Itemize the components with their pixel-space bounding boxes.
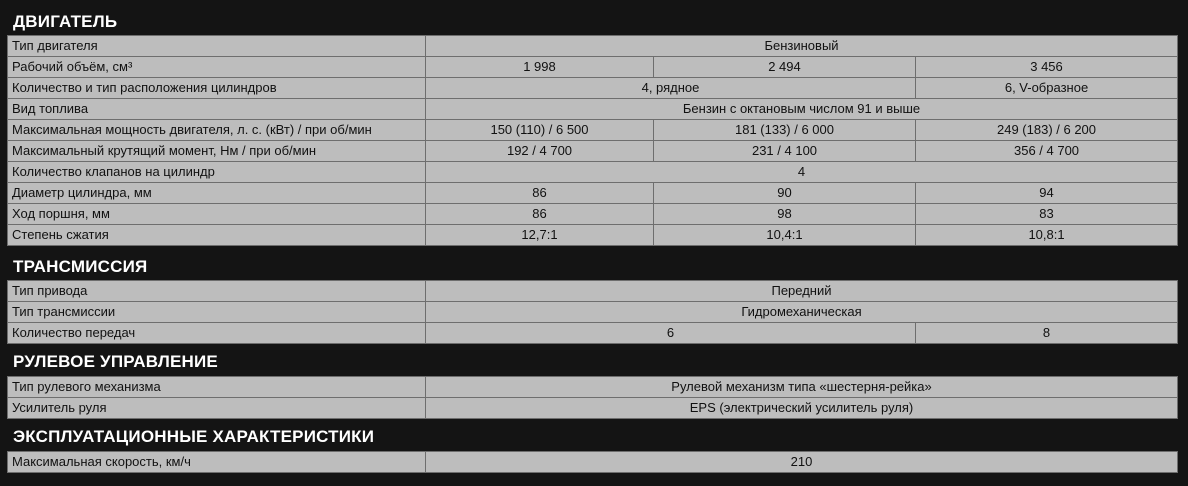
transmission-table [7,280,1178,344]
cylinders-label: Количество и тип расположения цилиндров [8,78,426,99]
stroke-label: Ход поршня, мм [8,204,426,225]
table-row [8,36,1178,57]
compression-value-2: 10,4:1 [654,225,916,246]
transmission-section-title: ТРАНСМИССИЯ [13,257,148,276]
table-row [8,452,1178,473]
steering-table [7,376,1178,419]
drive-value: Передний [426,281,1178,302]
power-label: Максимальная мощность двигателя, л. с. (кВт) / при об/мин [8,120,426,141]
table-row [8,398,1178,419]
compression-value-3: 10,8:1 [916,225,1178,246]
table-row [8,78,1178,99]
power-value-1: 150 (110) / 6 500 [426,120,654,141]
booster-value: EPS (электрический усилитель руля) [426,398,1178,419]
table-row [8,183,1178,204]
mechanism-value: Рулевой механизм типа «шестерня-рейка» [426,377,1178,398]
compression-label: Степень сжатия [8,225,426,246]
table-row [8,99,1178,120]
table-row [8,323,1178,344]
table-row [8,377,1178,398]
cylinders-value-1: 4, рядное [426,78,916,99]
power-value-2: 181 (133) / 6 000 [654,120,916,141]
steering-section-title: РУЛЕВОЕ УПРАВЛЕНИЕ [13,352,218,371]
engine-table [7,35,1178,246]
engine-type-value: Бензиновый [426,36,1178,57]
table-row [8,204,1178,225]
stroke-value-1: 86 [426,204,654,225]
displacement-label: Рабочий объём, см³ [8,57,426,78]
gears-value-1: 6 [426,323,916,344]
table-row [8,281,1178,302]
stroke-value-3: 83 [916,204,1178,225]
displacement-value-1: 1 998 [426,57,654,78]
bore-label: Диаметр цилиндра, мм [8,183,426,204]
table-row [8,57,1178,78]
valves-value: 4 [426,162,1178,183]
bore-value-1: 86 [426,183,654,204]
operational-table [7,451,1178,473]
gears-value-2: 8 [916,323,1178,344]
valves-label: Количество клапанов на цилиндр [8,162,426,183]
fuel-label: Вид топлива [8,99,426,120]
table-row [8,162,1178,183]
torque-value-2: 231 / 4 100 [654,141,916,162]
compression-value-1: 12,7:1 [426,225,654,246]
cylinders-value-2: 6, V-образное [916,78,1178,99]
stroke-value-2: 98 [654,204,916,225]
fuel-value: Бензин с октановым числом 91 и выше [426,99,1178,120]
operational-section-title: ЭКСПЛУАТАЦИОННЫЕ ХАРАКТЕРИСТИКИ [13,427,375,446]
displacement-value-3: 3 456 [916,57,1178,78]
torque-label: Максимальный крутящий момент, Нм / при об/мин [8,141,426,162]
displacement-value-2: 2 494 [654,57,916,78]
power-value-3: 249 (183) / 6 200 [916,120,1178,141]
mechanism-label: Тип рулевого механизма [8,377,426,398]
max-speed-label: Максимальная скорость, км/ч [8,452,426,473]
torque-value-1: 192 / 4 700 [426,141,654,162]
table-row [8,141,1178,162]
table-row [8,302,1178,323]
engine-section-title: ДВИГАТЕЛЬ [13,12,118,31]
gears-label: Количество передач [8,323,426,344]
trans-type-label: Тип трансмиссии [8,302,426,323]
max-speed-value: 210 [426,452,1178,473]
table-row [8,225,1178,246]
trans-type-value: Гидромеханическая [426,302,1178,323]
bore-value-2: 90 [654,183,916,204]
torque-value-3: 356 / 4 700 [916,141,1178,162]
engine-type-label: Тип двигателя [8,36,426,57]
bore-value-3: 94 [916,183,1178,204]
table-row [8,120,1178,141]
drive-label: Тип привода [8,281,426,302]
booster-label: Усилитель руля [8,398,426,419]
